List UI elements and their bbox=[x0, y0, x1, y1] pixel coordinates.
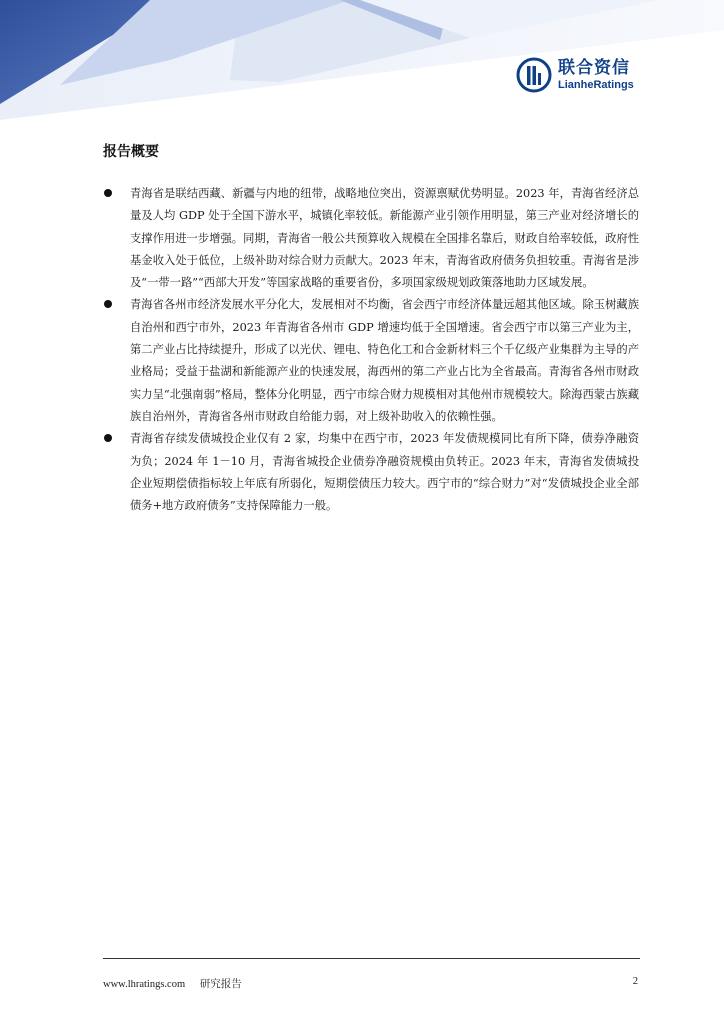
bullet-dot-icon bbox=[104, 300, 112, 308]
page-number: 2 bbox=[632, 976, 638, 987]
lianhe-logo bbox=[516, 56, 634, 94]
summary-bullet-item bbox=[103, 294, 639, 428]
footer-divider bbox=[103, 958, 640, 959]
brand-name-en: LianheRatings bbox=[558, 78, 634, 91]
lianhe-logo-icon bbox=[516, 57, 552, 93]
summary-bullet-text: 青海省是联结西藏、新疆与内地的纽带，战略地位突出，资源禀赋优势明显。2023 年，青海省经济总量及人均 GDP 处于全国下游水平，城镇化率较低。新能源产业引领作用明显，第三产业对经济增长的支撑作用进一步增强。同期，青海省一般公共预算收入规模在全国排名靠后，财政自给率较低，政府性基金收入处于低位，上级补助对综合财力贡献大。2023 年末，青海省政府债务负担较重。青海省是涉及“一带一路”“西部大开发”等国家战略的重要省份，多项国家级规划政策落地助力区域发展。 bbox=[130, 187, 639, 290]
summary-bullet-item bbox=[103, 428, 639, 517]
summary-bullet-text: 青海省各州市经济发展水平分化大，发展相对不均衡，省会西宁市经济体量远超其他区域。除玉树藏族自治州和西宁市外，2023 年青海省各州市 GDP 增速均低于全国增速。省会西宁市以第三产业为主，第二产业占比持续提升，形成了以光伏、锂电、特色化工和合金新材料三个千亿级产业集群为主导的产业格局；受益于盐湖和新能源产业的快速发展，海西州的第二产业占比为全省最高。青海省各州市财政实力呈“北强南弱”格局，整体分化明显，西宁市综合财力规模相对其他州市规模较大。除海西蒙古族藏族自治州外，青海省各州市财政自给能力弱，对上级补助收入的依赖性强。 bbox=[130, 298, 639, 423]
footer-doc-type: 研究报告 bbox=[199, 979, 242, 990]
footer-left bbox=[103, 976, 242, 991]
section-title: 报告概要 bbox=[103, 144, 159, 160]
bullet-dot-icon bbox=[104, 434, 112, 442]
summary-bullet-item bbox=[103, 183, 639, 294]
bullet-dot-icon bbox=[104, 189, 112, 197]
summary-bullet-list bbox=[103, 183, 639, 517]
footer-website-link[interactable]: www.lhratings.com bbox=[103, 979, 186, 990]
brand-name-cn: 联合资信 bbox=[558, 57, 630, 78]
summary-bullet-text: 青海省存续发债城投企业仅有 2 家，均集中在西宁市，2023 年发债规模同比有所下降，债券净融资为负；2024 年 1－10 月，青海省城投企业债券净融资规模由负转正。2023 年末，青海省发债城投企业短期偿债指标较上年底有所弱化，短期偿债压力较大。西宁市的“综合财力”对“发债城投企业全部债务+地方政府债务”支持保障能力一般。 bbox=[130, 432, 639, 513]
